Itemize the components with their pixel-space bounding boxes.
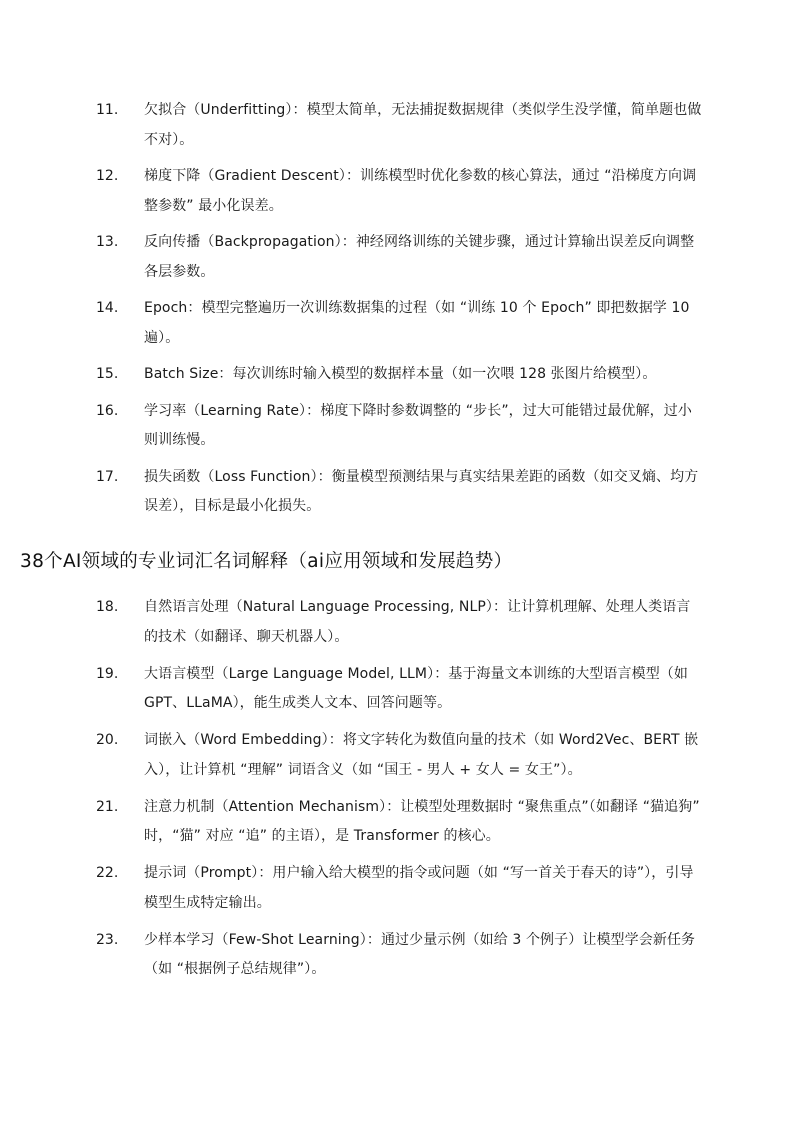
list-item-number: 22. xyxy=(96,865,119,881)
list-item xyxy=(0,726,794,785)
list-item xyxy=(0,96,794,155)
list-item-text: 提示词（Prompt）：用户输入给大模型的指令或问题（如 “写一首关于春天的诗”），引导模型生成特定输出。 xyxy=(144,865,694,911)
list-item xyxy=(0,926,794,985)
list-item xyxy=(0,793,794,852)
list-item-number: 18. xyxy=(96,599,119,615)
section-heading: 38个AI领域的专业词汇名词解释（ai应用领域和发展趋势） xyxy=(20,551,513,572)
list-item-text: 注意力机制（Attention Mechanism）：让模型处理数据时 “聚焦重点”（如翻译 “猫追狗” 时，“猫” 对应 “追” 的主语），是 Transformer 的核心。 xyxy=(144,798,700,844)
list-item-text: 反向传播（Backpropagation）：神经网络训练的关键步骤，通过计算输出误差反向调整各层参数。 xyxy=(144,234,695,280)
list-item-text: 自然语言处理（Natural Language Processing, NLP）：让计算机理解、处理人类语言的技术（如翻译、聊天机器人）。 xyxy=(144,599,691,645)
list-item-text: 大语言模型（Large Language Model, LLM）：基于海量文本训练的大型语言模型（如 GPT、LLaMA），能生成类人文本、回答问题等。 xyxy=(144,665,688,711)
list-item-text: Epoch：模型完整遍历一次训练数据集的过程（如 “训练 10 个 Epoch” 即把数据学 10 遍）。 xyxy=(144,300,690,346)
list-item-number: 16. xyxy=(96,402,119,419)
list-item-text: 少样本学习（Few-Shot Learning）：通过少量示例（如给 3 个例子）让模型学会新任务（如 “根据例子总结规律”）。 xyxy=(144,931,696,977)
glossary-list-part-2 xyxy=(0,593,794,992)
list-item xyxy=(0,228,794,287)
list-item xyxy=(0,660,794,719)
list-item-text: 损失函数（Loss Function）：衡量模型预测结果与真实结果差距的函数（如交叉熵、均方误差），目标是最小化损失。 xyxy=(144,468,699,514)
list-item-text: 词嵌入（Word Embedding）：将文字转化为数值向量的技术（如 Word2Vec、BERT 嵌入），让计算机 “理解” 词语含义（如 “国王 - 男人 + 女人 = 女王”）。 xyxy=(144,732,699,778)
list-item xyxy=(0,360,794,390)
list-item-text: 学习率（Learning Rate）：梯度下降时参数调整的 “步长”，过大可能错过最优解，过小则训练慢。 xyxy=(144,402,692,448)
list-item-number: 15. xyxy=(96,366,119,382)
list-item-number: 17. xyxy=(96,468,119,485)
list-item xyxy=(0,294,794,353)
list-item xyxy=(0,463,794,522)
list-item xyxy=(0,162,794,221)
list-item-text: 欠拟合（Underfitting）：模型太简单，无法捕捉数据规律（类似学生没学懂，简单题也做不对）。 xyxy=(144,102,702,148)
list-item xyxy=(0,397,794,456)
list-item xyxy=(0,593,794,652)
list-item xyxy=(0,859,794,918)
list-item-number: 21. xyxy=(96,798,119,815)
list-item-number: 23. xyxy=(96,931,119,948)
list-item-number: 13. xyxy=(96,234,119,250)
list-item-number: 19. xyxy=(96,665,119,682)
list-item-number: 20. xyxy=(96,732,119,748)
list-item-text: Batch Size：每次训练时输入模型的数据样本量（如一次喂 128 张图片给模型）。 xyxy=(144,366,657,382)
glossary-list-part-1 xyxy=(0,96,794,529)
list-item-text: 梯度下降（Gradient Descent）：训练模型时优化参数的核心算法，通过 “沿梯度方向调整参数” 最小化误差。 xyxy=(144,168,697,214)
list-item-number: 12. xyxy=(96,168,119,184)
list-item-number: 14. xyxy=(96,300,119,316)
list-item-number: 11. xyxy=(96,102,119,118)
